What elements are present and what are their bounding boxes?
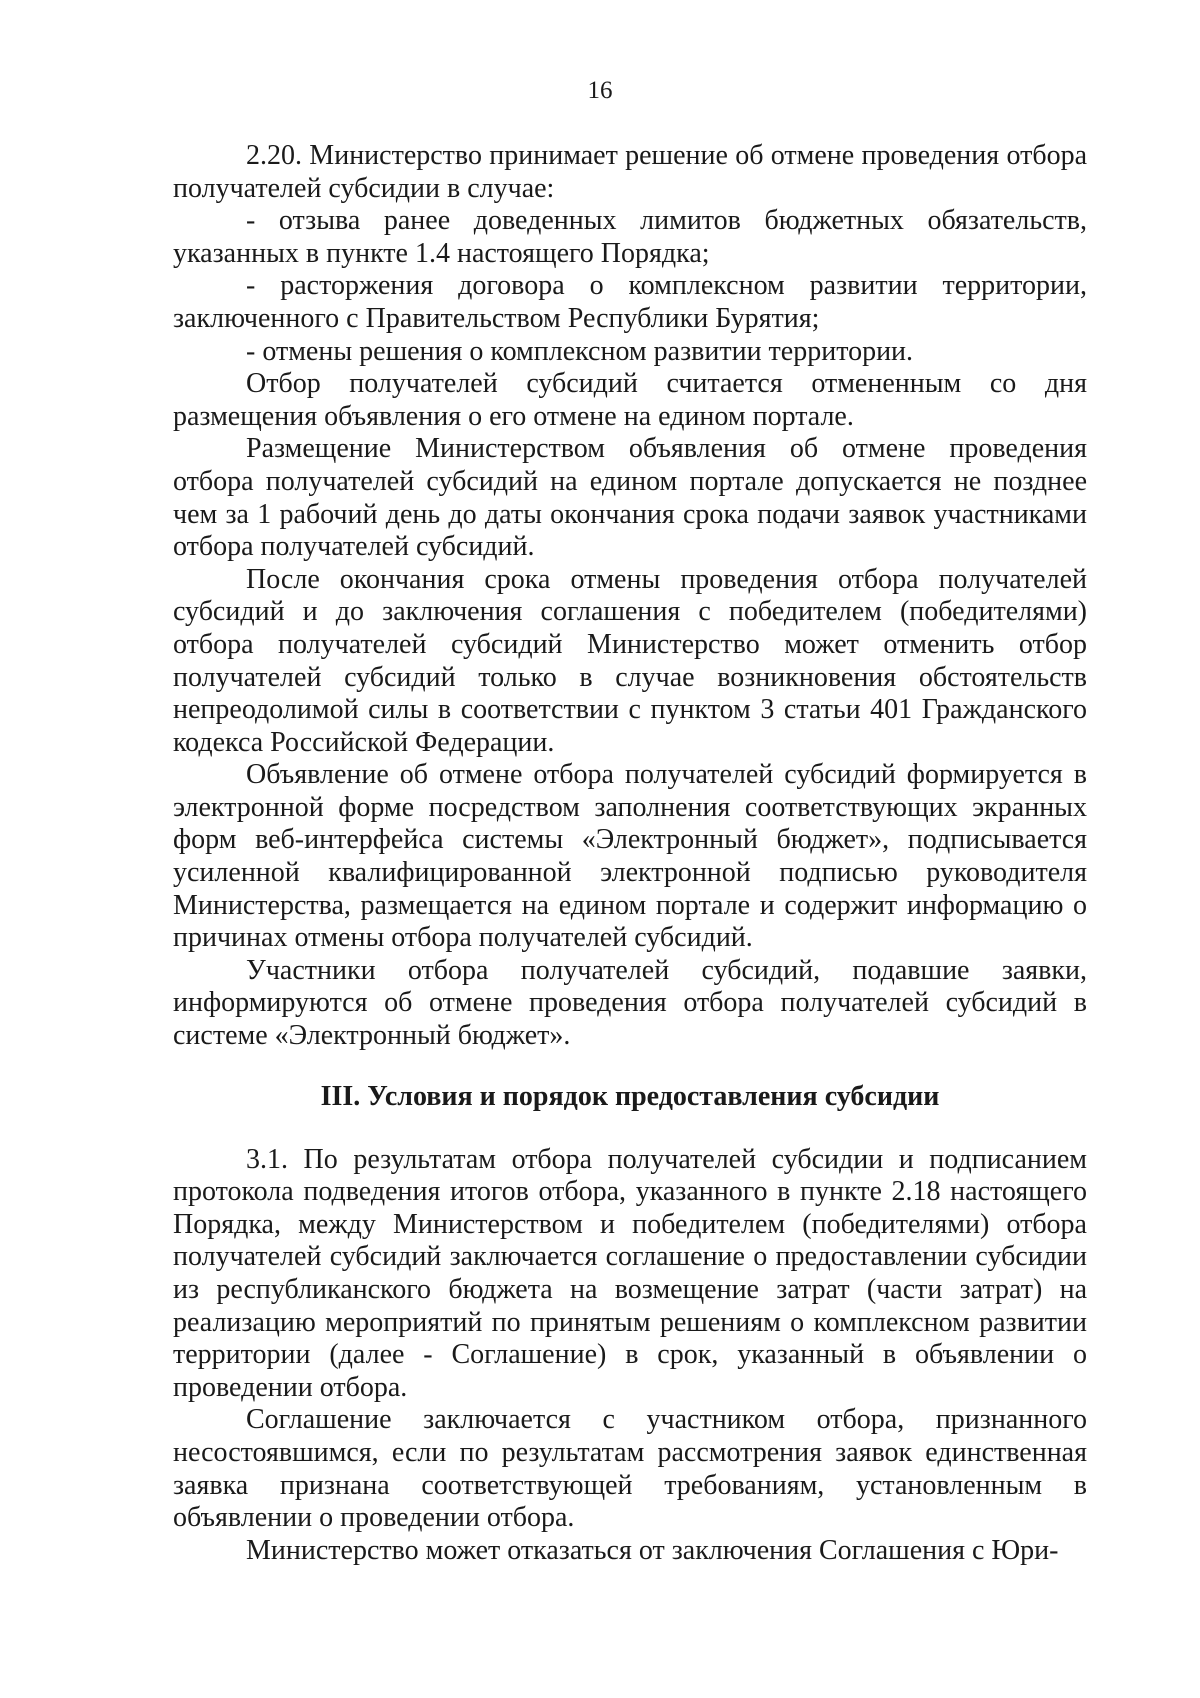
paragraph: После окончания срока отмены проведения отбора получателей субсидий и до заключения соглашения с победителем (победителями) отбора получателей субсидий Министерство может отменить отбор получателей субсидий только в случае возникновения обстоятельств непреодолимой силы в соответствии с пунктом 3 статьи 401 Гражданского кодекса Российской Федерации. [173,563,1087,758]
paragraph: Отбор получателей субсидий считается отмененным со дня размещения объявления о его отмене на едином портале. [173,368,1087,432]
paragraph: Размещение Министерством объявления об отмене проведения отбора получателей субсидий на едином портале допускается не позднее чем за 1 рабочий день до даты окончания срока подачи заявок участниками отбора получателей субсидий. [173,433,1087,563]
paragraph: Министерство может отказаться от заключения Соглашения с Юри- [246,1534,1059,1566]
paragraph: - отзыва ранее доведенных лимитов бюджетных обязательств, указанных в пункте 1.4 настоящего Порядка; [173,205,1087,269]
paragraph: - отмены решения о комплексном развитии территории. [246,335,914,367]
paragraph: 2.20. Министерство принимает решение об отмене проведения отбора получателей субсидии в случае: [173,140,1087,204]
paragraph: Объявление об отмене отбора получателей субсидий формируется в электронной форме посредством заполнения соответствующих экранных форм веб-интерфейса системы «Электронный бюджет», подписывается усиленной квалифицированной электронной подписью руководителя Министерства, размещается на едином портале и содержит информацию о причинах отмены отбора получателей субсидий. [173,759,1087,954]
paragraph: Соглашение заключается с участником отбора, признанного несостоявшимся, если по результатам рассмотрения заявок единственная заявка признана соответствующей требованиям, установленным в объявлении о проведении отбора. [173,1404,1087,1534]
paragraph: Участники отбора получателей субсидий, подавшие заявки, информируются об отмене проведения отбора получателей субсидий в системе «Электронный бюджет». [173,954,1087,1052]
page-number: 16 [587,77,613,104]
section-heading: III. Условия и порядок предоставления субсидии [320,1080,940,1112]
paragraph: - расторжения договора о комплексном развитии территории, заключенного с Правительством Республики Бурятия; [173,270,1087,334]
paragraph: 3.1. По результатам отбора получателей субсидии и подписанием протокола подведения итогов отбора, указанного в пункте 2.18 настоящего Порядка, между Министерством и победителем (победителями) отбора получателей субсидий заключается соглашение о предоставлении субсидии из республиканского бюджета на возмещение затрат (части затрат) на реализацию мероприятий по принятым решениям о комплексном развитии территории (далее - Соглашение) в срок, указанный в объявлении о проведении отбора. [173,1143,1087,1403]
document-body [173,140,1087,1567]
